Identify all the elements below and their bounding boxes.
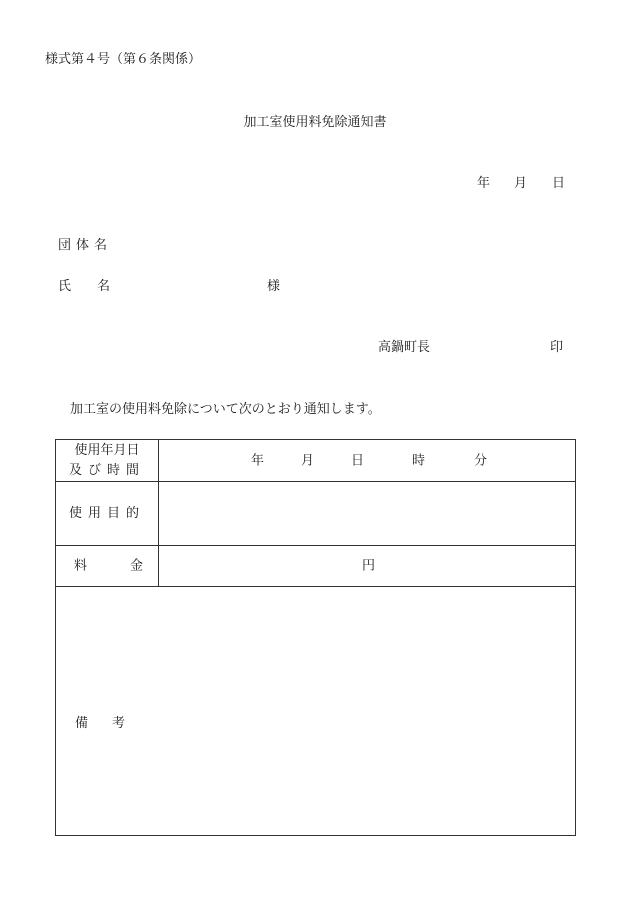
recipient-name-label — [58, 280, 110, 293]
table-row-fee — [56, 546, 576, 587]
datetime-label-line2: 及び時間 — [68, 462, 145, 478]
remarks-label-first-char: 備 — [75, 716, 89, 731]
intro-text: 加工室の使用料免除について次のとおり通知します。 — [70, 402, 381, 417]
datetime-value-cell[interactable] — [159, 440, 576, 482]
fee-label-cell — [56, 546, 159, 587]
fee-label-second-char: 金 — [130, 558, 144, 574]
table-row-purpose — [56, 482, 576, 546]
date-day-label: 日 — [552, 176, 566, 191]
remarks-label-second-char: 考 — [112, 716, 126, 731]
datetime-minute-unit: 分 — [474, 453, 488, 468]
table-row-remarks — [56, 587, 576, 836]
seal-mark: 印 — [550, 340, 564, 355]
datetime-month-unit: 月 — [301, 453, 315, 468]
datetime-day-unit: 日 — [351, 453, 365, 468]
remarks-cell[interactable] — [56, 587, 576, 836]
datetime-year-unit: 年 — [251, 453, 265, 468]
date-year-label: 年 — [477, 176, 491, 191]
datetime-label-cell — [56, 440, 159, 482]
fee-label-first-char: 料 — [74, 558, 88, 574]
name-label-second-char: 名 — [97, 279, 111, 294]
name-label-first-char: 氏 — [58, 279, 72, 294]
recipient-honorific: 様 — [267, 279, 281, 294]
organization-name-label: 団体名 — [58, 238, 113, 253]
purpose-value-cell[interactable] — [159, 482, 576, 546]
issuer-name: 高鍋町長 — [378, 340, 431, 355]
form-number: 様式第４号（第６条関係） — [45, 52, 202, 67]
document-title: 加工室使用料免除通知書 — [243, 115, 387, 130]
datetime-label-line1: 使用年月日 — [74, 442, 140, 458]
datetime-hour-unit: 時 — [412, 453, 426, 468]
fee-yen-unit: 円 — [362, 558, 376, 574]
table-row-datetime — [56, 440, 576, 482]
notice-table — [55, 439, 576, 836]
purpose-label: 使用目的 — [56, 482, 159, 546]
date-month-label: 月 — [514, 176, 528, 191]
fee-value-cell[interactable] — [159, 546, 576, 587]
